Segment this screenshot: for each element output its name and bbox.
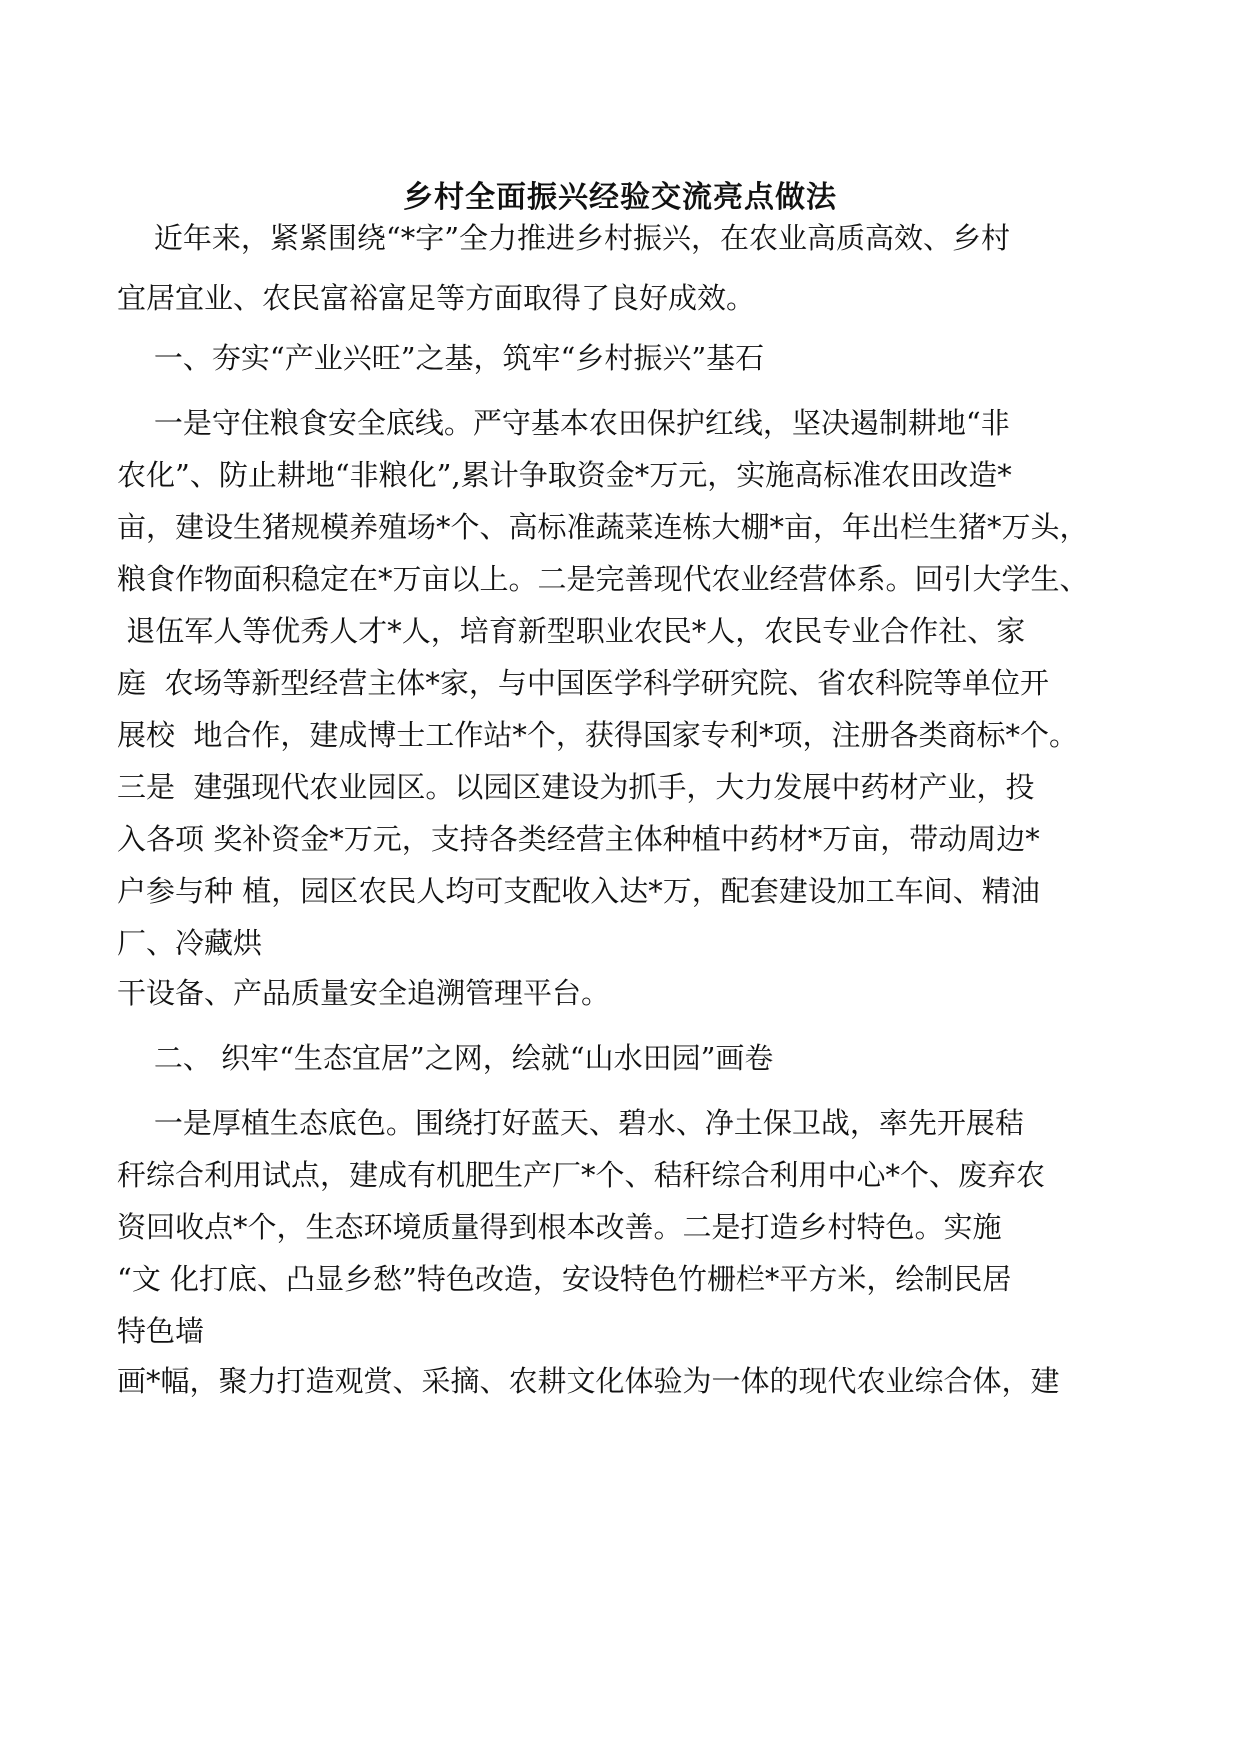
body-line: 展校 地合作，建成博士工作站*个，获得国家专利*项，注册各类商标*个。: [117, 718, 1078, 752]
body-line: 入各项 奖补资金*万元，支持各类经营主体种植中药材*万亩，带动周边*: [117, 822, 1040, 856]
body-line: 一是厚植生态底色。围绕打好蓝天、碧水、净土保卫战，率先开展秸: [117, 1106, 1024, 1140]
body-line: 资回收点*个，生态环境质量得到根本改善。二是打造乡村特色。实施: [117, 1210, 1002, 1244]
body-line: 宜居宜业、农民富裕富足等方面取得了良好成效。: [117, 281, 756, 315]
body-line: 庭 农场等新型经营主体*家，与中国医学科学研究院、省农科院等单位开: [117, 666, 1049, 700]
body-line: 退伍军人等优秀人才*人，培育新型职业农民*人，农民专业合作社、家: [117, 614, 1026, 648]
section-heading: 一、夯实“产业兴旺”之基，筑牢“乡村振兴”基石: [117, 341, 765, 375]
body-line: 秆综合利用试点，建成有机肥生产厂*个、秸秆综合利用中心*个、废弃农: [117, 1158, 1046, 1192]
body-line: 三是 建强现代农业园区。以园区建设为抓手，大力发展中药材产业，投: [117, 770, 1035, 804]
body-line: 干设备、产品质量安全追溯管理平台。: [117, 976, 611, 1010]
section-heading: 二、 织牢“生态宜居”之网，绘就“山水田园”画卷: [117, 1041, 774, 1075]
body-line: 亩，建设生猪规模养殖场*个、高标准蔬菜连栋大棚*亩，年出栏生猪*万头，: [117, 510, 1089, 544]
body-line: 户参与种 植，园区农民人均可支配收入达*万，配套建设加工车间、精油: [117, 874, 1040, 908]
body-line: 农化”、防止耕地“非粮化”,累计争取资金*万元，实施高标准农田改造*: [117, 458, 1012, 492]
body-line: 近年来，紧紧围绕“*字”全力推进乡村振兴，在农业高质高效、乡村: [117, 221, 1011, 255]
body-line: 粮食作物面积稳定在*万亩以上。二是完善现代农业经营体系。回引大学生、: [117, 562, 1089, 596]
body-line: “文 化打底、凸显乡愁”特色改造，安设特色竹栅栏*平方米，绘制民居: [117, 1262, 1012, 1296]
body-line: 一是守住粮食安全底线。严守基本农田保护红线，坚决遏制耕地“非: [117, 406, 1010, 440]
body-line: 厂、冷藏烘: [117, 926, 263, 960]
body-line: 特色墙: [117, 1314, 205, 1348]
document-title: 乡村全面振兴经验交流亮点做法: [403, 180, 837, 215]
body-line: 画*幅，聚力打造观赏、采摘、农耕文化体验为一体的现代农业综合体，建: [117, 1364, 1060, 1398]
